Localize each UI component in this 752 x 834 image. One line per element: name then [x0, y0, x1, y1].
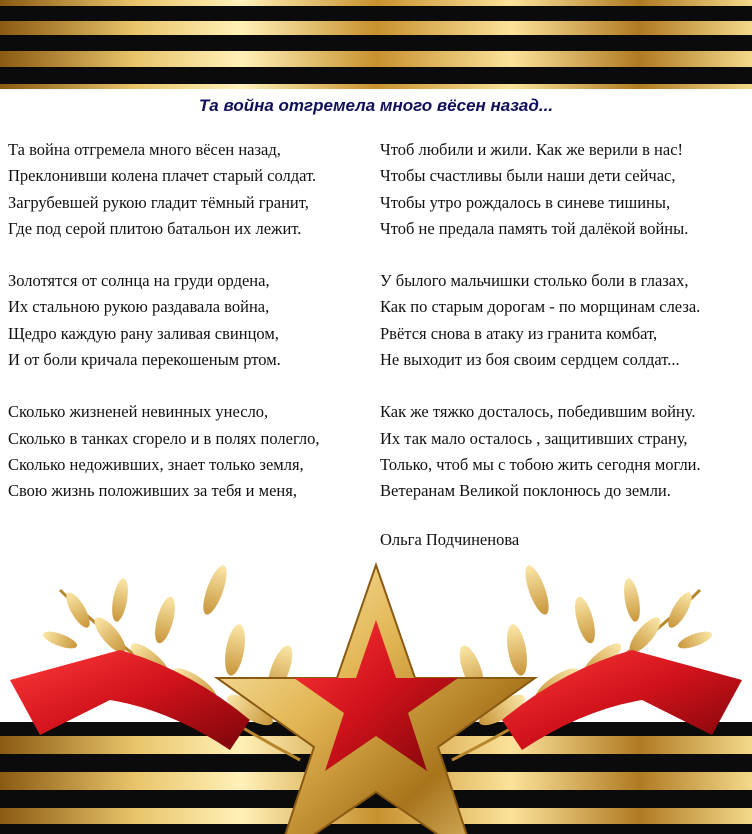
star-icon [217, 565, 535, 834]
poem-line: Чтобы счастливы были наши дети сейчас, [380, 166, 676, 186]
poem-line: Сколько в танках сгорело и в полях полегло, [8, 428, 320, 448]
poem-line: Ветеранам Великой поклонюсь до земли. [380, 481, 671, 501]
poem-line: Сколько недоживших, знает только земля, [8, 454, 304, 474]
stanza [380, 268, 752, 373]
gold-star-emblem-icon [0, 560, 752, 834]
stanza [380, 137, 752, 242]
st-george-ribbon-top [0, 0, 752, 92]
stanza [8, 399, 378, 504]
stanza [380, 399, 752, 504]
poem-line: Щедро каждую рану заливая свинцом, [8, 323, 279, 343]
stanza [8, 137, 378, 242]
poem-line: Их стальною рукою раздавала война, [8, 297, 270, 317]
poem-line: Их так мало осталось , защитивших страну, [380, 428, 688, 448]
poem-line: У былого мальчишки столько боли в глазах, [380, 271, 689, 291]
poem-line: Сколько жизненей невинных унесло, [8, 402, 269, 422]
poem-line: Та война отгремела много вёсен назад, [8, 140, 281, 159]
poem-line: Чтоб любили и жили. Как же верили в нас! [380, 140, 684, 159]
poem-line: Чтоб не предала память той далёкой войны. [380, 218, 689, 238]
poem-line: Свою жизнь положивших за тебя и меня, [8, 481, 297, 501]
poem-line: Золотятся от солнца на груди ордена, [8, 271, 270, 291]
poem-line: Как по старым дорогам - по морщинам слеза. [380, 297, 701, 317]
stanza [8, 268, 378, 373]
poem-left-column [8, 137, 378, 531]
poem-line: И от боли кричала перекошеным ртом. [8, 350, 281, 370]
laurel-branch-right-icon [452, 563, 714, 760]
poem-line: Загрубевшей рукою гладит тёмный гранит, [8, 192, 309, 212]
poem-line: Преклонивши колена плачет старый солдат. [8, 166, 317, 186]
poem-right-column [380, 137, 752, 553]
poem-line: Чтобы утро рождалось в синеве тишины, [380, 192, 671, 212]
poem-line: Рвётся снова в атаку из гранита комбат, [380, 323, 658, 343]
poem-title: Та война отгремела много вёсен назад... [198, 96, 554, 115]
poem-line: Как же тяжко досталось, победившим войну. [380, 402, 696, 422]
poem-line: Где под серой плитою батальон их лежит. [8, 218, 302, 238]
poem-line: Только, чтоб мы с тобою жить сегодня могли. [380, 454, 701, 474]
poem-line: Не выходит из боя своим сердцем солдат... [380, 350, 680, 370]
author-name: Ольга Подчиненова [380, 529, 520, 549]
